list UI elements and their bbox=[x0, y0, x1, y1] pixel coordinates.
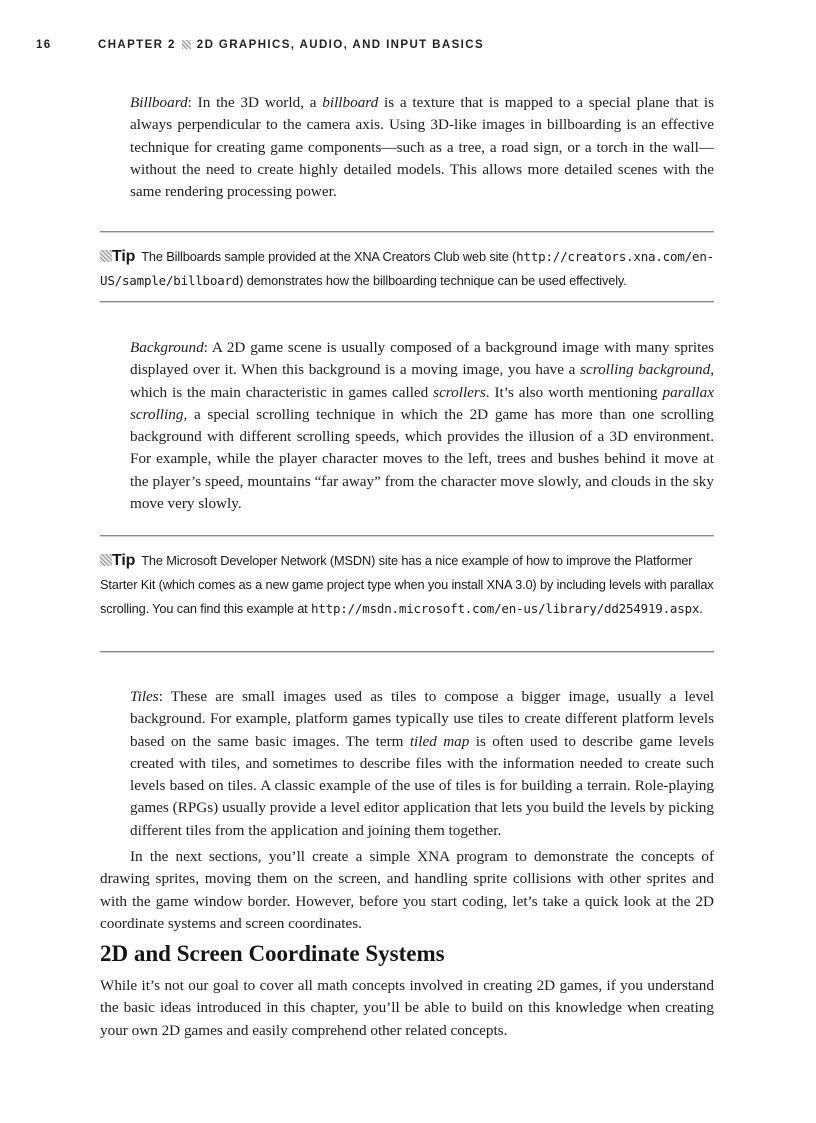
tip1-text-b: ) demonstrates how the billboarding technique can be used effectively. bbox=[239, 273, 627, 288]
term-parallax-scrolling: parallax scrolling bbox=[130, 383, 714, 423]
tiles-paragraph bbox=[130, 686, 714, 842]
tip-square-icon bbox=[100, 250, 112, 262]
tip-top-rule bbox=[100, 231, 714, 232]
tiles-text-b: is often used to describe game levels created with tiles, and sometimes to describe files with the information needed to create such levels based on tiles. A classic example of the use of tiles is for building a terrain. Role-playing games (RPGs) usually provide a level editor application that lets you build the levels by picking different tiles from the application and joining them together. bbox=[130, 732, 714, 839]
background-text-d: , a special scrolling technique in which the 2D game has more than one scrolling background with different scrolling speeds, which provides the illusion of a 3D environment. For example, while the player character moves to the left, trees and bushes behind it move at the player’s speed, mountains “far away” from the character move slowly, and clouds in the sky move very slowly. bbox=[130, 405, 714, 513]
billboard-text-b: is a texture that is mapped to a special plane that is always perpendicular to the camera axis. Using 3D-like images in billboarding is an effective technique for creating game components—such as a tree, a road sign, or a torch in the wall—without the need to create highly detailed models. This allows more detailed scenes with the same rendering processing power. bbox=[130, 94, 714, 201]
closing-paragraph: While it’s not our goal to cover all math concepts involved in creating 2D games, if you understand the basic ideas introduced in this chapter, you’ll be able to build on this knowledge when creating your own 2D games and easily comprehend other related concepts. bbox=[100, 977, 714, 1039]
tip-top-rule bbox=[100, 535, 714, 536]
section-heading: 2D and Screen Coordinate Systems bbox=[100, 941, 445, 966]
term-billboard: Billboard bbox=[130, 94, 188, 111]
tip2-url[interactable]: http://msdn.microsoft.com/en-us/library/dd254919.aspx bbox=[310, 601, 700, 616]
tip1-url[interactable]: http://creators.xna.com/en-US/sample/billboard bbox=[100, 249, 714, 288]
term-tiles: Tiles bbox=[130, 688, 159, 705]
term-background: Background bbox=[130, 339, 204, 356]
background-text-b: , which is the main characteristic in games called bbox=[130, 361, 714, 401]
running-header bbox=[36, 39, 776, 57]
background-text-a: : A 2D game scene is usually composed of a background image with many sprites displayed over it. When this background is a moving image, you have a bbox=[130, 339, 714, 379]
chapter-heading bbox=[98, 39, 484, 51]
tip2-text-a: The Microsoft Developer Network (MSDN) site has a nice example of how to improve the Platformer Starter Kit (which comes as a new game project type when you install XNA 3.0) by including levels with parallax scrolling. You can find this example at bbox=[100, 553, 714, 616]
term-tiled-map: tiled map bbox=[409, 732, 470, 750]
page-number: 16 bbox=[36, 39, 52, 51]
tip-square-icon bbox=[100, 554, 112, 566]
chapter-title: 2D GRAPHICS, AUDIO, AND INPUT BASICS bbox=[196, 39, 485, 51]
tiles-text-a: : These are small images used as tiles to compose a bigger image, usually a level background. For example, platform games typically use tiles to create different platform levels based on the same basic images. The term bbox=[130, 688, 714, 750]
tip2-text-b: . bbox=[699, 601, 703, 616]
background-paragraph bbox=[130, 337, 714, 515]
billboard-paragraph bbox=[130, 92, 714, 203]
square-bullet-icon bbox=[182, 40, 191, 49]
billboard-text-a: : In the 3D world, a bbox=[187, 94, 323, 111]
tip1-text-a: The Billboards sample provided at the XNA Creators Club web site ( bbox=[141, 249, 517, 264]
term-billboard-2: billboard bbox=[322, 94, 379, 111]
background-text-c: . It’s also worth mentioning bbox=[485, 383, 663, 401]
tip-bottom-rule bbox=[100, 301, 714, 302]
chapter-label: CHAPTER 2 bbox=[98, 39, 176, 51]
tip-bottom-rule bbox=[100, 651, 714, 652]
tip-label: Tip bbox=[112, 248, 136, 265]
tip-label: Tip bbox=[112, 552, 136, 569]
tip-box-msdn bbox=[100, 549, 714, 621]
term-scrollers: scrollers bbox=[433, 383, 486, 401]
next-sections-paragraph: In the next sections, you’ll create a simple XNA program to demonstrate the concepts of drawing sprites, moving them on the screen, and handling sprite collisions with other sprites and with the game window border. However, before you start coding, let’s take a quick look at the 2D coordinate systems and screen coordinates. bbox=[100, 848, 714, 932]
tip-box-billboards bbox=[100, 245, 714, 293]
term-scrolling-background: scrolling background bbox=[580, 361, 711, 379]
